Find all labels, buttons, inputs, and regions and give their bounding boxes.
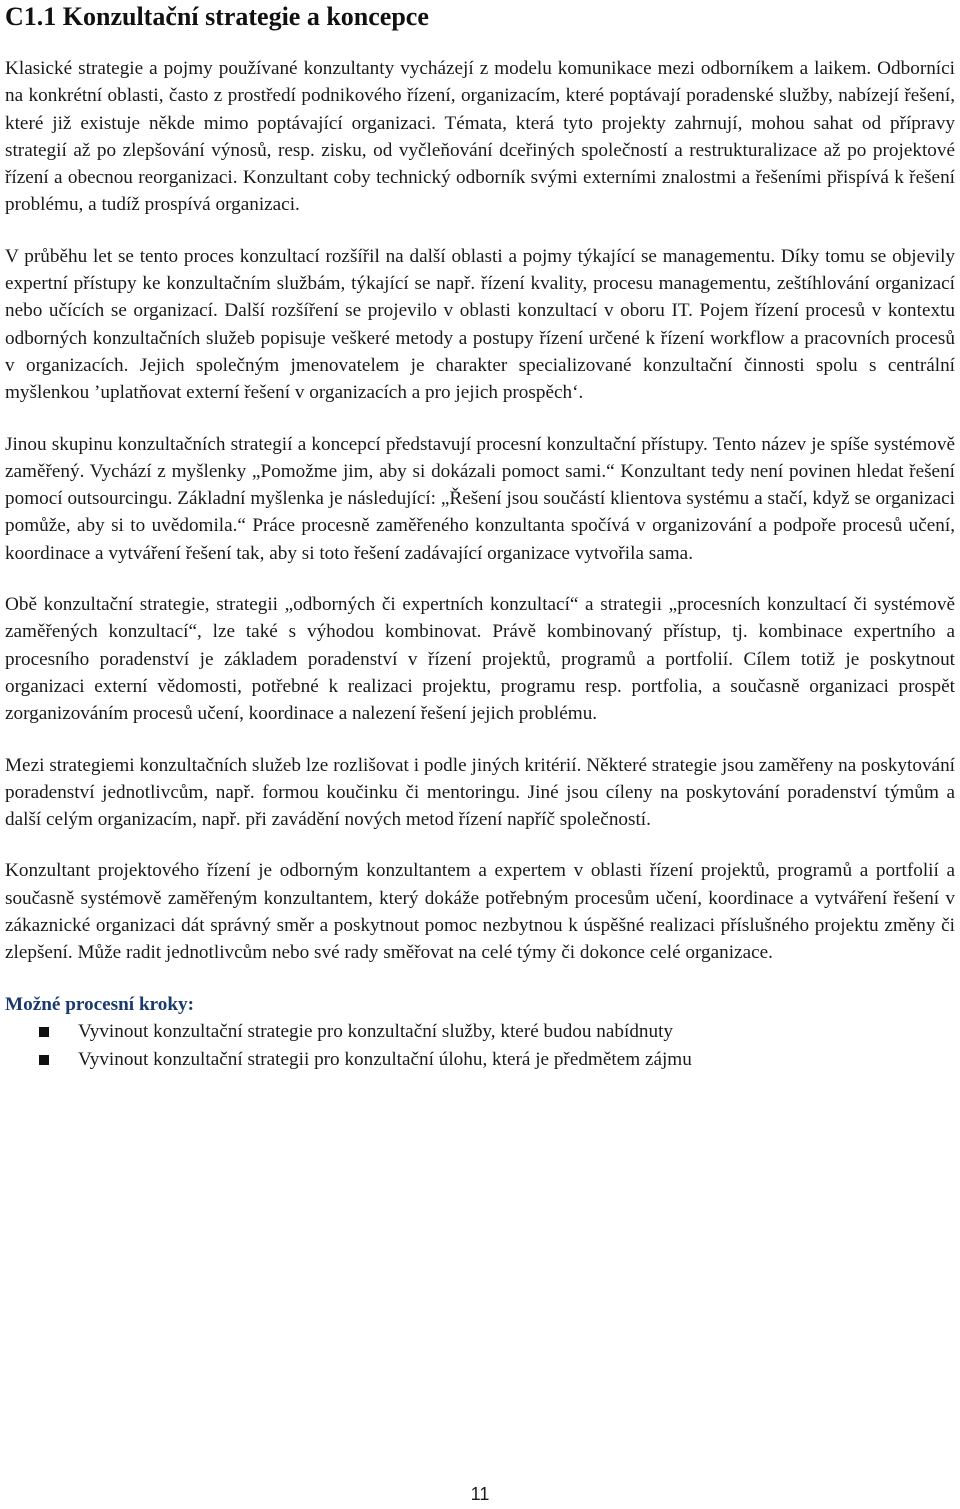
square-bullet-icon: [39, 1055, 49, 1065]
steps-heading: [5, 991, 955, 1018]
paragraph-2: V průběhu let se tento proces konzultací rozšířil na další oblasti a pojmy týkající se managementu. Díky tomu se objevily expertní přístupy ke konzultačním službám, týkající se např. řízení kvality, procesu managementu, zeštíhlování organizací nebo učících se organizací. Další rozšíření se projevilo v oblasti konzultací v oboru IT. Pojem řízení procesů v kontextu odborných konzultačních služeb popisuje veškeré metody a postupy řízení určené k řízení workflow a pracovních procesů v organizacích. Jejich společným jmenovatelem je charakter specializované konzultační činnosti spolu s centrální myšlenkou ’uplatňovat externí řešení v organizacích a pro jejich prospěch‘.: [5, 245, 955, 404]
page-title: C1.1 Konzultační strategie a koncepce: [5, 2, 429, 31]
steps-label: Možné procesní kroky:: [5, 993, 195, 1015]
square-bullet-icon: [39, 1027, 49, 1037]
list-item: [5, 1018, 955, 1046]
paragraph-1: Klasické strategie a pojmy používané konzultanty vycházejí z modelu komunikace mezi odborníkem a laikem. Odborníci na konkrétní oblasti, často z prostředí podnikového řízení, organizacím, které poptávají poradenské služby, nabízejí řešení, které již existuje někde mimo poptávající organizaci. Témata, která tyto projekty zahrnují, mohou sahat od přípravy strategií až po zlepšování výnosů, resp. zisku, od vyčleňování dceřiných společností a restrukturalizace až po projektové řízení a obecnou reorganizaci. Konzultant coby technický odborník svými externími znalostmi a řešeními přispívá k řešení problému, a tudíž prospívá organizaci.: [5, 58, 955, 216]
steps-list: [5, 1018, 955, 1074]
document-page: [5, 0, 955, 1074]
paragraph-3: Jinou skupinu konzultačních strategií a koncepcí představují procesní konzultační přístupy. Tento název je spíše systémově zaměřený. Vychází z myšlenky „Pomožme jim, aby si dokázali pomoct sami.“ Konzultant tedy není povinen hledat řešení pomocí outsourcingu. Základní myšlenka je následující: „Řešení jsou součástí klientova systému a stačí, když se organizaci pomůže, aby si to uvědomila.“ Práce procesně zaměřeného konzultanta spočívá v organizování a podpoře procesů učení, koordinace a vytváření řešení tak, aby si toto řešení zadávající organizace vytvořila sama.: [5, 433, 955, 564]
list-item-text: Vyvinout konzultační strategii pro konzultační úlohu, která je předmětem zájmu: [78, 1048, 692, 1070]
paragraph-4: Obě konzultační strategie, strategii „odborných či expertních konzultací“ a strategii „procesních konzultací či systémově zaměřených konzultací“, lze také s výhodou kombinovat. Právě kombinovaný přístup, tj. kombinace expertního a procesního poradenství je základem poradenství v řízení projektů, programů a portfolií. Cílem totiž je poskytnout organizaci externí vědomosti, potřebné k realizaci projektu, programu resp. portfolia, a současně organizaci prospět zorganizováním procesů učení, koordinace a nalezení řešení jejich problému.: [5, 594, 955, 725]
page-number: 11: [470, 1484, 490, 1504]
list-item: [5, 1046, 955, 1074]
list-item-text: Vyvinout konzultační strategie pro konzultační služby, které budou nabídnuty: [78, 1020, 674, 1042]
paragraph-5: Mezi strategiemi konzultačních služeb lze rozlišovat i podle jiných kritérií. Některé strategie jsou zaměřeny na poskytování poradenství jednotlivcům, např. formou koučinku či mentoringu. Jiné jsou cíleny na poskytování poradenství týmům a další celým organizacím, např. při zavádění nových metod řízení napříč společností.: [5, 754, 955, 831]
paragraph-6: Konzultant projektového řízení je odborným konzultantem a expertem v oblasti řízení projektů, programů a portfolií a současně systémově zaměřeným konzultantem, který dokáže potřebným procesům učení, koordinace a vytváření řešení v zákaznické organizaci dát správný směr a poskytnout pomoc nezbytnou k úspěšné realizaci příslušného projektu změny či zlepšení. Může radit jednotlivcům nebo své rady směřovat na celé týmy či dokonce celé organizace.: [5, 860, 955, 964]
